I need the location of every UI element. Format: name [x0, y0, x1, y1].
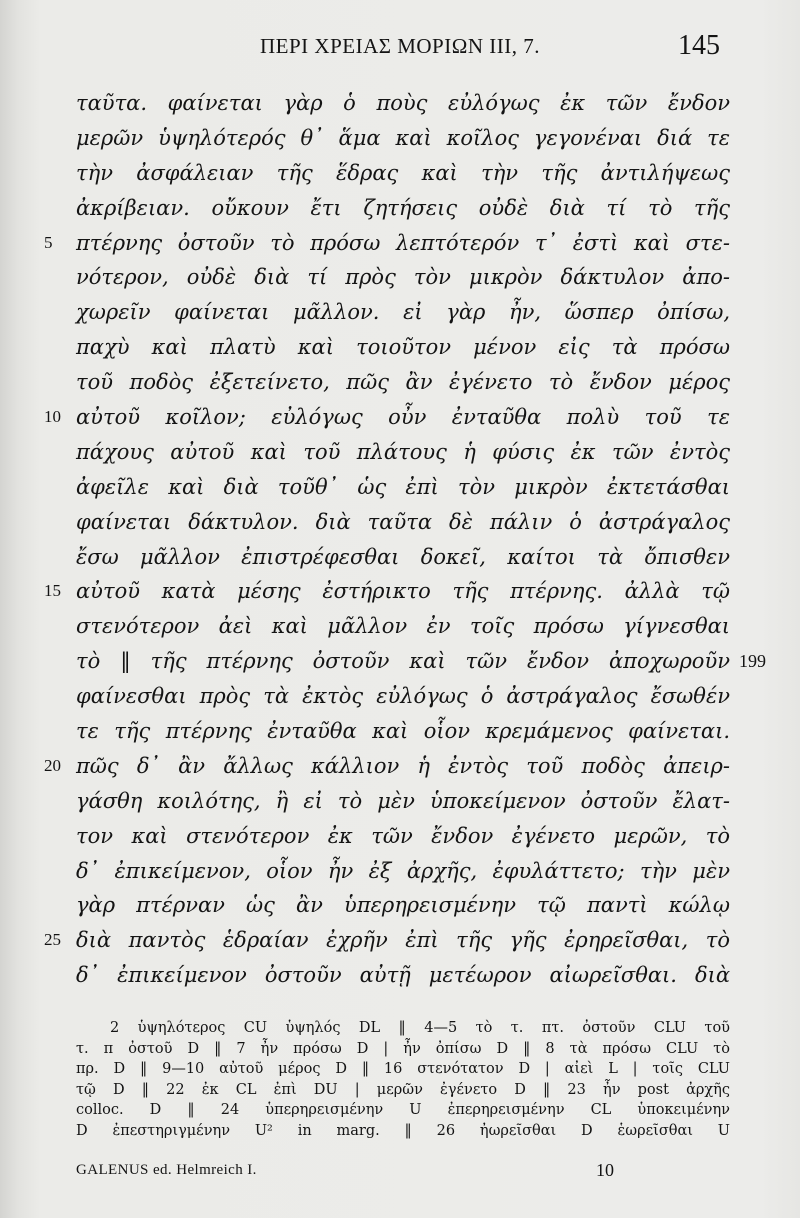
text-line — [0, 609, 800, 644]
text-line — [0, 86, 800, 121]
margin-reference: 199 — [739, 651, 766, 672]
text-line — [0, 923, 800, 958]
line-number: 15 — [44, 581, 61, 601]
apparatus-line: πρ. D ‖ 9—10 αὐτοῦ μέρος D ‖ 16 στενότατον D | αἰεὶ L | τοῖς CLU — [76, 1061, 730, 1077]
text-line — [0, 679, 800, 714]
line-text: τε τῆς πτέρνης ἐνταῦθα καὶ οἷον κρεμάμενος φαίνεται. — [76, 719, 730, 744]
line-text: αὐτοῦ κατὰ μέσης ἐστήρικτο τῆς πτέρνης. ἀλλὰ τῷ — [76, 579, 730, 604]
running-header — [0, 30, 800, 64]
text-line — [0, 226, 800, 261]
text-line — [0, 121, 800, 156]
line-text: διὰ παντὸς ἑδραίαν ἐχρῆν ἐπὶ τῆς γῆς ἐρηρεῖσθαι, τὸ — [76, 928, 730, 953]
text-line — [0, 295, 800, 330]
line-text: ταῦτα. φαίνεται γὰρ ὁ ποὺς εὐλόγως ἐκ τῶν ἔνδον — [76, 91, 730, 115]
signature-mark: GALENUS ed. Helmreich I. — [76, 1162, 257, 1178]
line-text: φαίνεσθαι πρὸς τὰ ἐκτὸς εὐλόγως ὁ ἀστράγαλος ἔσωθέν — [76, 684, 730, 709]
line-text: τον καὶ στενότερον ἐκ τῶν ἔνδον ἐγένετο μερῶν, τὸ — [76, 823, 730, 848]
text-line — [0, 958, 800, 993]
apparatus-line: D ἐπεστηριγμένην U² in marg. ‖ 26 ἠωρεῖσθαι D ἑωρεῖσθαι U — [76, 1122, 730, 1139]
line-text: δ᾽ ἐπικείμενον ὀστοῦν αὐτῇ μετέωρον αἰωρεῖσθαι. διὰ — [76, 963, 730, 988]
text-line — [0, 714, 800, 749]
line-text: τὴν ἀσφάλειαν τῆς ἕδρας καὶ τὴν τῆς ἀντιλήψεως — [76, 160, 730, 185]
line-text: μερῶν ὑψηλότερός θ᾽ ἅμα καὶ κοῖλος γεγονέναι διά τε — [76, 125, 730, 150]
main-text — [0, 86, 800, 993]
line-text: πτέρνης ὀστοῦν τὸ πρόσω λεπτότερόν τ᾽ ἐστὶ καὶ στε- — [76, 230, 730, 255]
apparatus-line: 2 ὑψηλότερος CU ὑψηλός DL ‖ 4—5 τὸ τ. πτ. ὀστοῦν CLU τοῦ — [110, 1020, 730, 1036]
running-title: ΠΕΡΙ ΧΡΕΙΑΣ ΜΟΡΙΩΝ III, 7. — [260, 34, 540, 58]
text-line — [0, 644, 800, 679]
text-line — [0, 400, 800, 435]
text-line — [0, 784, 800, 819]
page-footer — [76, 1162, 730, 1186]
text-line — [0, 260, 800, 295]
text-line — [0, 854, 800, 889]
line-text: στενότερον ἀεὶ καὶ μᾶλλον ἐν τοῖς πρόσω γίγνεσθαι — [76, 614, 730, 639]
text-line — [0, 819, 800, 854]
line-text: φαίνεται δάκτυλον. διὰ ταῦτα δὲ πάλιν ὁ ἀστράγαλος — [76, 509, 730, 534]
line-text: αὐτοῦ κοῖλον; εὐλόγως οὖν ἐνταῦθα πολὺ τοῦ τε — [76, 405, 730, 430]
line-text: πάχους αὐτοῦ καὶ τοῦ πλάτους ἡ φύσις ἐκ τῶν ἐντὸς — [76, 439, 730, 464]
apparatus-line: τ. π ὀστοῦ D ‖ 7 ἦν πρόσω D | ἦν ὀπίσω D ‖ 8 τὰ πρόσω CLU τὸ — [76, 1040, 730, 1057]
line-text: γὰρ πτέρναν ὡς ἂν ὑπερηρεισμένην τῷ παντὶ κώλῳ — [76, 893, 730, 918]
text-line — [0, 156, 800, 191]
page-number: 145 — [678, 30, 720, 61]
line-text: πῶς δ᾽ ἂν ἄλλως κάλλιον ἡ ἐντὸς τοῦ ποδὸς ἀπειρ- — [76, 753, 730, 778]
line-text: παχὺ καὶ πλατὺ καὶ τοιοῦτον μένον εἰς τὰ πρόσω — [76, 335, 730, 360]
line-text: χωρεῖν φαίνεται μᾶλλον. εἰ γὰρ ἦν, ὥσπερ ὀπίσω, — [76, 300, 730, 325]
line-text: γάσθη κοιλότης, ἢ εἰ τὸ μὲν ὑποκείμενον ὀστοῦν ἔλατ- — [76, 788, 730, 813]
line-number: 25 — [44, 930, 61, 950]
sheet-number: 10 — [596, 1160, 614, 1180]
line-text: τοῦ ποδὸς ἐξετείνετο, πῶς ἂν ἐγένετο τὸ ἔνδον μέρος — [76, 370, 730, 395]
text-line — [0, 435, 800, 470]
line-number: 10 — [44, 407, 61, 427]
line-text: ἔσω μᾶλλον ἐπιστρέφεσθαι δοκεῖ, καίτοι τὰ ὄπισθεν — [76, 544, 730, 569]
text-line — [0, 574, 800, 609]
text-line — [0, 888, 800, 923]
apparatus-line: τῷ D ‖ 22 ἐκ CL ἐπὶ DU | μερῶν ἐγένετο D ‖ 23 ἦν post ἀρχῆς — [76, 1081, 730, 1098]
text-line — [0, 191, 800, 226]
line-text: ἀφεῖλε καὶ διὰ τοῦθ᾽ ὡς ἐπὶ τὸν μικρὸν ἐκτετάσθαι — [76, 474, 730, 499]
text-line — [0, 505, 800, 540]
line-text: νότερον, οὐδὲ διὰ τί πρὸς τὸν μικρὸν δάκτυλον ἀπο- — [76, 265, 730, 290]
line-text: ἀκρίβειαν. οὔκουν ἔτι ζητήσεις οὐδὲ διὰ τί τὸ τῆς — [76, 195, 730, 220]
line-text: δ᾽ ἐπικείμενον, οἷον ἦν ἐξ ἀρχῆς, ἐφυλάττετο; τὴν μὲν — [76, 858, 730, 883]
text-line — [0, 365, 800, 400]
text-line — [0, 749, 800, 784]
text-line — [0, 330, 800, 365]
text-line — [0, 540, 800, 575]
line-text: τὸ ‖ τῆς πτέρνης ὀστοῦν καὶ τῶν ἔνδον ἀποχωροῦν — [76, 649, 730, 674]
text-line — [0, 470, 800, 505]
line-number: 5 — [44, 232, 53, 252]
apparatus-line: colloc. D ‖ 24 ὑπερηρεισμένην U ἐπερηρεισμένην CL ὑποκειμένην — [76, 1102, 730, 1118]
line-number: 20 — [44, 755, 61, 775]
critical-apparatus — [76, 1018, 730, 1141]
